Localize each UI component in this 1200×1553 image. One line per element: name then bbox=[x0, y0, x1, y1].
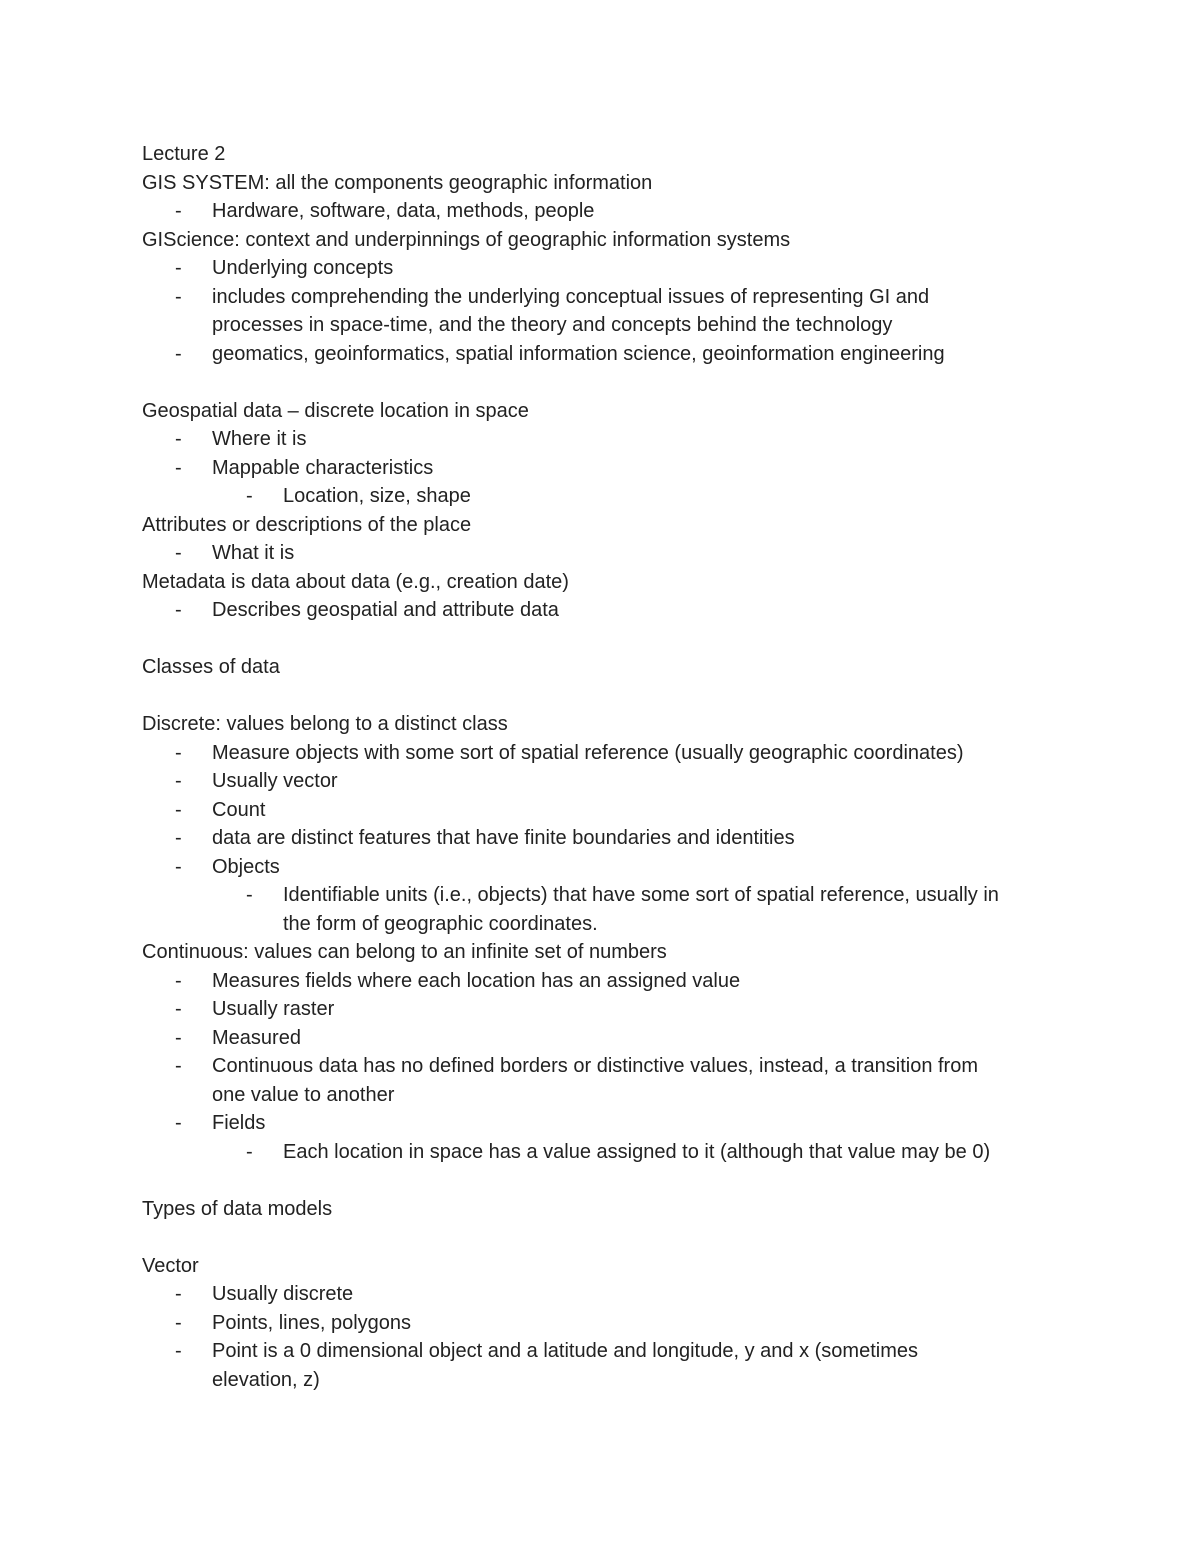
bullet-item-level-1 bbox=[142, 767, 1072, 796]
bullet-continuation-line bbox=[142, 910, 1072, 939]
bullet-text: Hardware, software, data, methods, people bbox=[212, 200, 595, 222]
bullet-text: Objects bbox=[212, 855, 280, 878]
bullet-text: Location, size, shape bbox=[283, 485, 471, 507]
heading-text: Discrete: values belong to a distinct class bbox=[142, 713, 508, 735]
heading-line bbox=[142, 397, 1072, 426]
bullet-marker: - bbox=[175, 969, 182, 992]
bullet-item-level-1 bbox=[142, 1109, 1072, 1138]
heading-line bbox=[142, 226, 1072, 255]
bullet-marker: - bbox=[175, 200, 182, 222]
bullet-item-level-1 bbox=[142, 197, 1072, 226]
bullet-text: Usually discrete bbox=[212, 1283, 354, 1305]
bullet-marker: - bbox=[175, 1340, 182, 1362]
bullet-item-level-1 bbox=[142, 340, 1072, 369]
bullet-marker: - bbox=[175, 770, 182, 792]
heading-line bbox=[142, 1195, 1072, 1224]
bullet-text: Count bbox=[212, 798, 266, 821]
bullet-text: Fields bbox=[212, 1112, 266, 1134]
heading-text: Attributes or descriptions of the place bbox=[142, 513, 472, 536]
heading-line bbox=[142, 140, 1072, 169]
bullet-marker: - bbox=[175, 342, 182, 365]
heading-line bbox=[142, 1252, 1072, 1281]
heading-text: Geospatial data – discrete location in space bbox=[142, 399, 529, 422]
heading-text: Vector bbox=[142, 1254, 199, 1277]
bullet-item-level-2 bbox=[142, 1138, 1072, 1167]
bullet-item-level-1 bbox=[142, 824, 1072, 853]
bullet-item-level-2 bbox=[142, 881, 1072, 910]
bullet-marker: - bbox=[175, 1026, 182, 1049]
bullet-text: Measure objects with some sort of spatial reference (usually geographic coordinates) bbox=[212, 741, 964, 764]
bullet-marker: - bbox=[175, 1112, 182, 1134]
bullet-text: geomatics, geoinformatics, spatial information science, geoinformation engineering bbox=[212, 342, 945, 365]
bullet-marker: - bbox=[175, 599, 182, 621]
heading-text: GIScience: context and underpinnings of geographic information systems bbox=[142, 228, 791, 251]
bullet-item-level-1 bbox=[142, 995, 1072, 1024]
bullet-item-level-1 bbox=[142, 596, 1072, 625]
bullet-text: Measured bbox=[212, 1026, 301, 1049]
heading-line bbox=[142, 938, 1072, 967]
bullet-text: Measures fields where each location has an assigned value bbox=[212, 969, 741, 992]
heading-text: Lecture 2 bbox=[142, 143, 226, 165]
heading-line bbox=[142, 568, 1072, 597]
heading-text: Classes of data bbox=[142, 656, 280, 678]
bullet-item-level-1 bbox=[142, 454, 1072, 483]
bullet-text: Describes geospatial and attribute data bbox=[212, 599, 559, 621]
bullet-marker: - bbox=[246, 1140, 253, 1163]
bullet-marker: - bbox=[175, 428, 182, 450]
bullet-item-level-1 bbox=[142, 1280, 1072, 1309]
bullet-marker: - bbox=[175, 1311, 182, 1334]
blank-line bbox=[142, 682, 1072, 711]
blank-line bbox=[142, 368, 1072, 397]
heading-line bbox=[142, 169, 1072, 198]
bullet-marker: - bbox=[246, 884, 253, 906]
bullet-text: Continuous data has no defined borders or distinctive values, instead, a transition from bbox=[212, 1055, 978, 1077]
bullet-text: Mappable characteristics bbox=[212, 456, 434, 479]
bullet-marker: - bbox=[175, 257, 182, 279]
bullet-marker: - bbox=[175, 1283, 182, 1305]
bullet-marker: - bbox=[175, 827, 182, 849]
heading-text: Types of data models bbox=[142, 1197, 333, 1220]
bullet-marker: - bbox=[175, 741, 182, 764]
bullet-continuation-line bbox=[142, 311, 1072, 340]
bullet-marker: - bbox=[175, 798, 182, 821]
bullet-text: data are distinct features that have finite boundaries and identities bbox=[212, 827, 795, 849]
bullet-item-level-1 bbox=[142, 1309, 1072, 1338]
heading-line bbox=[142, 511, 1072, 540]
heading-text: GIS SYSTEM: all the components geographic information bbox=[142, 171, 653, 194]
bullet-item-level-1 bbox=[142, 796, 1072, 825]
bullet-marker: - bbox=[175, 285, 182, 308]
blank-line bbox=[142, 1166, 1072, 1195]
bullet-item-level-1 bbox=[142, 539, 1072, 568]
bullet-continuation-text: the form of geographic coordinates. bbox=[283, 912, 598, 935]
bullet-continuation-line bbox=[142, 1081, 1072, 1110]
bullet-item-level-1 bbox=[142, 1024, 1072, 1053]
bullet-text: What it is bbox=[212, 542, 295, 564]
bullet-item-level-1 bbox=[142, 1337, 1072, 1366]
bullet-item-level-1 bbox=[142, 853, 1072, 882]
heading-line bbox=[142, 653, 1072, 682]
bullet-marker: - bbox=[175, 998, 182, 1020]
bullet-item-level-1 bbox=[142, 967, 1072, 996]
bullet-item-level-1 bbox=[142, 739, 1072, 768]
lecture-notes-document bbox=[142, 140, 1072, 1394]
bullet-text: Usually vector bbox=[212, 770, 338, 792]
heading-text: Continuous: values can belong to an infinite set of numbers bbox=[142, 941, 667, 963]
bullet-text: Each location in space has a value assigned to it (although that value may be 0) bbox=[283, 1140, 991, 1163]
bullet-item-level-1 bbox=[142, 254, 1072, 283]
bullet-text: Usually raster bbox=[212, 998, 335, 1020]
bullet-item-level-1 bbox=[142, 1052, 1072, 1081]
bullet-item-level-1 bbox=[142, 425, 1072, 454]
bullet-item-level-1 bbox=[142, 283, 1072, 312]
bullet-marker: - bbox=[175, 1055, 182, 1077]
heading-text: Metadata is data about data (e.g., creation date) bbox=[142, 570, 569, 593]
bullet-text: Underlying concepts bbox=[212, 257, 394, 279]
bullet-continuation-text: one value to another bbox=[212, 1083, 395, 1106]
bullet-continuation-text: elevation, z) bbox=[212, 1368, 320, 1391]
bullet-text: Where it is bbox=[212, 428, 307, 450]
bullet-continuation-line bbox=[142, 1366, 1072, 1395]
bullet-item-level-2 bbox=[142, 482, 1072, 511]
blank-line bbox=[142, 1223, 1072, 1252]
bullet-text: Identifiable units (i.e., objects) that have some sort of spatial reference, usually in bbox=[283, 884, 999, 906]
bullet-text: Point is a 0 dimensional object and a latitude and longitude, y and x (sometimes bbox=[212, 1340, 918, 1362]
bullet-marker: - bbox=[175, 542, 182, 564]
bullet-marker: - bbox=[175, 855, 182, 878]
bullet-text: Points, lines, polygons bbox=[212, 1311, 412, 1334]
heading-line bbox=[142, 710, 1072, 739]
bullet-marker: - bbox=[175, 456, 182, 479]
blank-line bbox=[142, 625, 1072, 654]
bullet-text: includes comprehending the underlying conceptual issues of representing GI and bbox=[212, 285, 930, 308]
bullet-marker: - bbox=[246, 485, 253, 507]
bullet-continuation-text: processes in space-time, and the theory and concepts behind the technology bbox=[212, 314, 893, 336]
